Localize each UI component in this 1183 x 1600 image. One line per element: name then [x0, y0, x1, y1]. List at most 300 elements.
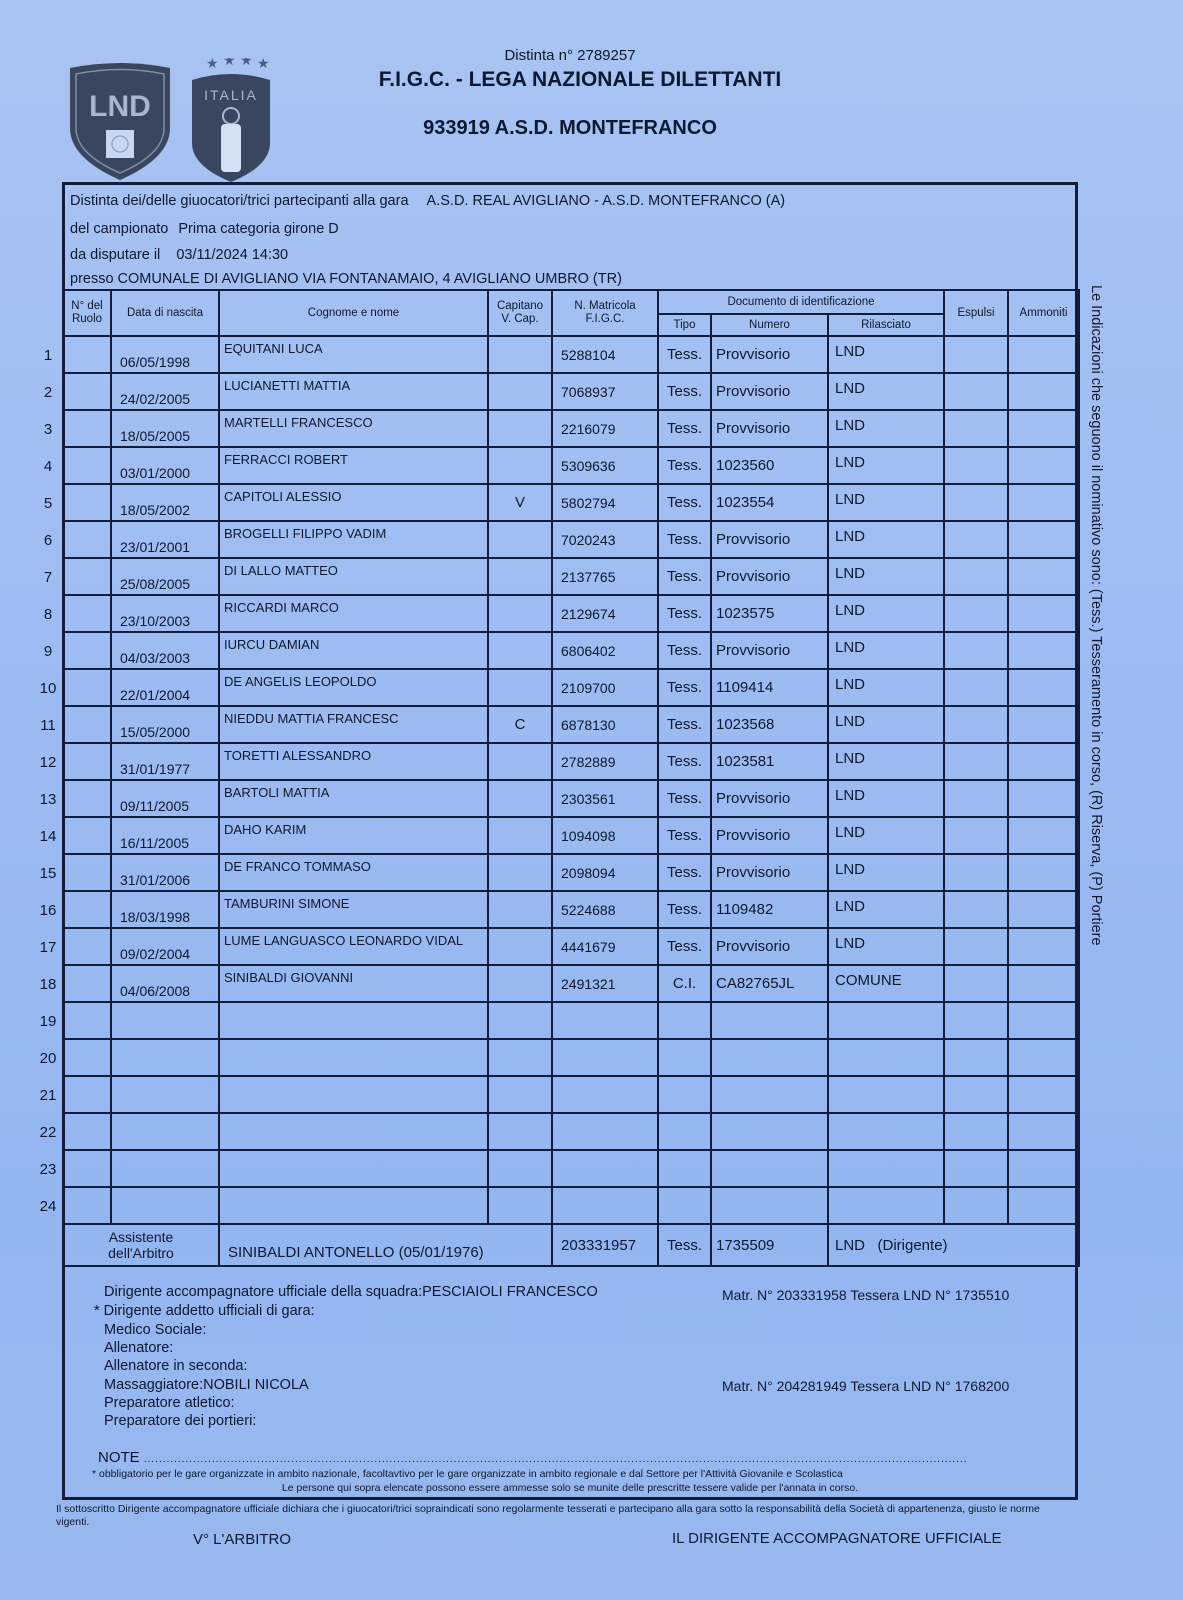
cell-name[interactable]: FERRACCI ROBERT	[219, 447, 488, 484]
organization-title: F.I.G.C. - LEGA NAZIONALE DILETTANTI	[378, 68, 782, 91]
cell-numero[interactable]: 1023554	[711, 484, 828, 521]
cell-numero[interactable]: Provvisorio	[711, 336, 828, 373]
cell-cap[interactable]	[488, 891, 552, 928]
cell-ammoniti[interactable]	[1008, 558, 1079, 595]
dirigente-signature-label: IL DIRIGENTE ACCOMPAGNATORE UFFICIALE	[672, 1530, 1002, 1547]
cell-name[interactable]	[219, 1187, 488, 1224]
cell-cap[interactable]	[488, 1113, 552, 1150]
svg-text:★: ★	[223, 58, 236, 68]
cell-ruolo[interactable]	[63, 743, 111, 780]
cell-tipo[interactable]: Tess.	[658, 410, 711, 447]
cell-name[interactable]: RICCARDI MARCO	[219, 595, 488, 632]
preparatore-atletico-line: Preparatore atletico:	[104, 1395, 235, 1411]
cell-matricola[interactable]: 2782889	[552, 743, 658, 780]
cell-name[interactable]: LUCIANETTI MATTIA	[219, 373, 488, 410]
cell-ruolo[interactable]	[63, 373, 111, 410]
cell-ammoniti[interactable]	[1008, 1076, 1079, 1113]
cell-numero[interactable]: 1023575	[711, 595, 828, 632]
cell-rilasciato[interactable]: LND	[828, 928, 944, 965]
assistant-label-line2: dell'Arbitro	[108, 1245, 174, 1261]
cell-rilasciato[interactable]	[828, 1113, 944, 1150]
cell-cap[interactable]	[488, 373, 552, 410]
cell-espulsi[interactable]	[944, 891, 1008, 928]
cell-name[interactable]: CAPITOLI ALESSIO	[219, 484, 488, 521]
col-numero: Numero	[711, 314, 828, 336]
cell-espulsi[interactable]	[944, 743, 1008, 780]
cell-espulsi[interactable]	[944, 1039, 1008, 1076]
cell-ruolo[interactable]	[63, 817, 111, 854]
row-number: 19	[39, 1013, 57, 1030]
cell-ruolo[interactable]	[63, 1187, 111, 1224]
cell-birth[interactable]: 18/05/2005	[111, 410, 219, 447]
row-number: 20	[39, 1050, 57, 1067]
cell-numero[interactable]: 1023560	[711, 447, 828, 484]
cell-birth[interactable]	[111, 1150, 219, 1187]
cell-numero[interactable]	[711, 1113, 828, 1150]
cell-matricola[interactable]: 4441679	[552, 928, 658, 965]
cell-tipo[interactable]	[658, 1187, 711, 1224]
cell-birth[interactable]: 04/06/2008	[111, 965, 219, 1002]
cell-ammoniti[interactable]	[1008, 1039, 1079, 1076]
cell-espulsi[interactable]	[944, 854, 1008, 891]
cell-espulsi[interactable]	[944, 632, 1008, 669]
cell-cap[interactable]	[488, 1002, 552, 1039]
assistant-label	[63, 1224, 219, 1266]
cell-numero[interactable]	[711, 1187, 828, 1224]
cell-name[interactable]: DE FRANCO TOMMASO	[219, 854, 488, 891]
cell-birth[interactable]: 31/01/2006	[111, 854, 219, 891]
table-row	[63, 447, 1079, 484]
cell-matricola[interactable]	[552, 1187, 658, 1224]
cell-ruolo[interactable]	[63, 1076, 111, 1113]
cell-matricola[interactable]: 5309636	[552, 447, 658, 484]
cell-rilasciato[interactable]: LND	[828, 743, 944, 780]
table-row	[63, 1002, 1079, 1039]
cell-ammoniti[interactable]	[1008, 965, 1079, 1002]
cell-ruolo[interactable]	[63, 558, 111, 595]
cell-birth[interactable]: 31/01/1977	[111, 743, 219, 780]
cell-ammoniti[interactable]	[1008, 336, 1079, 373]
cell-ammoniti[interactable]	[1008, 1002, 1079, 1039]
cell-espulsi[interactable]	[944, 928, 1008, 965]
cell-espulsi[interactable]	[944, 336, 1008, 373]
cell-rilasciato[interactable]: LND	[828, 891, 944, 928]
cell-rilasciato[interactable]: LND	[828, 595, 944, 632]
row-number: 17	[39, 939, 57, 956]
cell-name[interactable]	[219, 1113, 488, 1150]
cell-ammoniti[interactable]	[1008, 484, 1079, 521]
assistant-numero[interactable]: 1735509	[711, 1224, 828, 1266]
cell-rilasciato[interactable]: LND	[828, 632, 944, 669]
cell-cap[interactable]	[488, 595, 552, 632]
cell-ammoniti[interactable]	[1008, 743, 1079, 780]
cell-cap[interactable]	[488, 632, 552, 669]
cell-numero[interactable]: Provvisorio	[711, 410, 828, 447]
row-number: 3	[43, 421, 53, 438]
cell-ammoniti[interactable]	[1008, 632, 1079, 669]
cell-cap[interactable]	[488, 1187, 552, 1224]
table-row	[63, 1187, 1079, 1224]
championship-label: del campionato	[70, 221, 169, 237]
cell-ammoniti[interactable]	[1008, 1187, 1079, 1224]
cell-matricola[interactable]: 5224688	[552, 891, 658, 928]
cell-birth[interactable]	[111, 1187, 219, 1224]
cell-rilasciato[interactable]: LND	[828, 558, 944, 595]
cell-name[interactable]: BROGELLI FILIPPO VADIM	[219, 521, 488, 558]
cell-birth[interactable]	[111, 1039, 219, 1076]
cell-cap[interactable]: C	[488, 706, 552, 743]
cell-numero[interactable]: Provvisorio	[711, 521, 828, 558]
medico-line: Medico Sociale:	[104, 1322, 207, 1338]
cell-espulsi[interactable]	[944, 484, 1008, 521]
cell-cap[interactable]	[488, 1076, 552, 1113]
cell-numero[interactable]: 1023581	[711, 743, 828, 780]
cell-ammoniti[interactable]	[1008, 780, 1079, 817]
cell-ammoniti[interactable]	[1008, 817, 1079, 854]
cell-ruolo[interactable]	[63, 891, 111, 928]
cell-numero[interactable]: Provvisorio	[711, 632, 828, 669]
cell-tipo[interactable]: Tess.	[658, 558, 711, 595]
cell-espulsi[interactable]	[944, 1187, 1008, 1224]
cell-name[interactable]	[219, 1150, 488, 1187]
cell-ruolo[interactable]	[63, 965, 111, 1002]
cell-birth[interactable]: 16/11/2005	[111, 817, 219, 854]
cell-ammoniti[interactable]	[1008, 521, 1079, 558]
cell-ruolo[interactable]	[63, 1039, 111, 1076]
cell-name[interactable]	[219, 1039, 488, 1076]
cell-birth[interactable]: 15/05/2000	[111, 706, 219, 743]
cell-espulsi[interactable]	[944, 669, 1008, 706]
cell-matricola[interactable]	[552, 1150, 658, 1187]
cell-ruolo[interactable]	[63, 595, 111, 632]
cell-ammoniti[interactable]	[1008, 373, 1079, 410]
cell-ammoniti[interactable]	[1008, 1150, 1079, 1187]
cell-cap[interactable]	[488, 854, 552, 891]
row-number: 9	[43, 643, 53, 660]
cell-numero[interactable]	[711, 1076, 828, 1113]
cell-numero[interactable]: Provvisorio	[711, 373, 828, 410]
cell-matricola[interactable]: 5802794	[552, 484, 658, 521]
cell-matricola[interactable]: 2098094	[552, 854, 658, 891]
row-number: 23	[39, 1161, 57, 1178]
cell-numero[interactable]: Provvisorio	[711, 558, 828, 595]
cell-birth[interactable]: 25/08/2005	[111, 558, 219, 595]
cell-espulsi[interactable]	[944, 521, 1008, 558]
cell-birth[interactable]: 04/03/2003	[111, 632, 219, 669]
cell-ruolo[interactable]	[63, 1113, 111, 1150]
cell-espulsi[interactable]	[944, 706, 1008, 743]
cell-ammoniti[interactable]	[1008, 854, 1079, 891]
cell-cap[interactable]	[488, 928, 552, 965]
cell-cap[interactable]	[488, 410, 552, 447]
cell-rilasciato[interactable]	[828, 1150, 944, 1187]
cell-matricola[interactable]	[552, 1039, 658, 1076]
distinta-number: Distinta n° 2789257	[504, 47, 636, 64]
cell-birth[interactable]: 23/01/2001	[111, 521, 219, 558]
cell-name[interactable]: DI LALLO MATTEO	[219, 558, 488, 595]
table-row	[63, 780, 1079, 817]
cell-ruolo[interactable]	[63, 447, 111, 484]
cell-name[interactable]: BARTOLI MATTIA	[219, 780, 488, 817]
cell-rilasciato[interactable]	[828, 1187, 944, 1224]
col-documento: Documento di identificazione	[658, 290, 944, 314]
cell-numero[interactable]: Provvisorio	[711, 817, 828, 854]
cell-espulsi[interactable]	[944, 1076, 1008, 1113]
cell-cap[interactable]	[488, 336, 552, 373]
cell-numero[interactable]: Provvisorio	[711, 928, 828, 965]
col-ruolo: N° del Ruolo	[63, 290, 111, 336]
cell-name[interactable]: DE ANGELIS LEOPOLDO	[219, 669, 488, 706]
cell-rilasciato[interactable]: LND	[828, 447, 944, 484]
cell-espulsi[interactable]	[944, 595, 1008, 632]
cell-cap[interactable]	[488, 817, 552, 854]
team-title: 933919 A.S.D. MONTEFRANCO	[423, 117, 717, 139]
cell-cap[interactable]	[488, 965, 552, 1002]
cell-name[interactable]: NIEDDU MATTIA FRANCESC	[219, 706, 488, 743]
cell-matricola[interactable]: 6878130	[552, 706, 658, 743]
cell-numero[interactable]	[711, 1002, 828, 1039]
cell-matricola[interactable]: 7068937	[552, 373, 658, 410]
cell-espulsi[interactable]	[944, 373, 1008, 410]
cell-espulsi[interactable]	[944, 817, 1008, 854]
cell-matricola[interactable]: 2129674	[552, 595, 658, 632]
cell-ruolo[interactable]	[63, 521, 111, 558]
cell-numero[interactable]: CA82765JL	[711, 965, 828, 1002]
cell-ammoniti[interactable]	[1008, 1113, 1079, 1150]
referee-signature-label: V° L'ARBITRO	[193, 1531, 292, 1548]
table-row	[63, 558, 1079, 595]
cell-espulsi[interactable]	[944, 447, 1008, 484]
cell-tipo[interactable]	[658, 1039, 711, 1076]
cell-rilasciato[interactable]: LND	[828, 373, 944, 410]
cell-espulsi[interactable]	[944, 780, 1008, 817]
cell-ammoniti[interactable]	[1008, 669, 1079, 706]
cell-cap[interactable]	[488, 1150, 552, 1187]
cell-tipo[interactable]: Tess.	[658, 336, 711, 373]
cell-rilasciato[interactable]	[828, 1002, 944, 1039]
cell-matricola[interactable]: 1094098	[552, 817, 658, 854]
cell-ammoniti[interactable]	[1008, 410, 1079, 447]
notes-field[interactable]	[98, 1449, 968, 1466]
match-name: A.S.D. REAL AVIGLIANO - A.S.D. MONTEFRANCO (A)	[426, 193, 786, 209]
table-row	[63, 743, 1079, 780]
cell-ruolo[interactable]	[63, 928, 111, 965]
cell-espulsi[interactable]	[944, 965, 1008, 1002]
cell-cap[interactable]	[488, 558, 552, 595]
cell-matricola[interactable]: 2137765	[552, 558, 658, 595]
cell-cap[interactable]	[488, 743, 552, 780]
cell-tipo[interactable]: Tess.	[658, 928, 711, 965]
cell-numero[interactable]: 1109414	[711, 669, 828, 706]
cell-ammoniti[interactable]	[1008, 447, 1079, 484]
cell-tipo[interactable]: Tess.	[658, 854, 711, 891]
cell-rilasciato[interactable]: LND	[828, 780, 944, 817]
row-number: 21	[39, 1087, 57, 1104]
cell-numero[interactable]: Provvisorio	[711, 780, 828, 817]
cell-ruolo[interactable]	[63, 336, 111, 373]
cell-name[interactable]	[219, 1076, 488, 1113]
cell-ruolo[interactable]	[63, 1150, 111, 1187]
cell-name[interactable]: EQUITANI LUCA	[219, 336, 488, 373]
cell-ammoniti[interactable]	[1008, 891, 1079, 928]
cell-name[interactable]: SINIBALDI GIOVANNI	[219, 965, 488, 1002]
cell-espulsi[interactable]	[944, 1113, 1008, 1150]
date-value: 03/11/2024 14:30	[176, 247, 289, 263]
cell-tipo[interactable]	[658, 1113, 711, 1150]
cell-rilasciato[interactable]: LND	[828, 817, 944, 854]
assistant-tipo[interactable]: Tess.	[658, 1224, 711, 1266]
table-row	[63, 706, 1079, 743]
cell-matricola[interactable]	[552, 1002, 658, 1039]
cell-matricola[interactable]	[552, 1113, 658, 1150]
cell-ammoniti[interactable]	[1008, 595, 1079, 632]
cell-ruolo[interactable]	[63, 484, 111, 521]
declaration: Il sottoscritto Dirigente accompagnatore ufficiale dichiara che i giuocatori/trici sopraindicati sono regolarmente tesserati e partecipano alla gara sotto la responsabilità della Società di appartenenza, giusto le norme vigenti.	[56, 1503, 1040, 1528]
dirigente-line: Dirigente accompagnatore ufficiale della squadra:PESCIAIOLI FRANCESCO	[104, 1284, 598, 1300]
cell-numero[interactable]: 1109482	[711, 891, 828, 928]
cell-ammoniti[interactable]	[1008, 706, 1079, 743]
cell-birth[interactable]: 18/05/2002	[111, 484, 219, 521]
cell-cap[interactable]	[488, 521, 552, 558]
cell-birth[interactable]: 03/01/2000	[111, 447, 219, 484]
table-row	[63, 854, 1079, 891]
table-row	[63, 336, 1079, 373]
cell-tipo[interactable]: Tess.	[658, 484, 711, 521]
cell-cap[interactable]	[488, 780, 552, 817]
table-row	[63, 484, 1079, 521]
cell-name[interactable]: TAMBURINI SIMONE	[219, 891, 488, 928]
cell-birth[interactable]	[111, 1113, 219, 1150]
table-row	[63, 1039, 1079, 1076]
cell-rilasciato[interactable]: LND	[828, 484, 944, 521]
table-row	[63, 965, 1079, 1002]
cell-name[interactable]: LUME LANGUASCO LEONARDO VIDAL	[219, 928, 488, 965]
cell-tipo[interactable]: Tess.	[658, 780, 711, 817]
cell-ruolo[interactable]	[63, 780, 111, 817]
cell-birth[interactable]: 18/03/1998	[111, 891, 219, 928]
cell-numero[interactable]	[711, 1039, 828, 1076]
cell-rilasciato[interactable]: LND	[828, 706, 944, 743]
row-number: 22	[39, 1124, 57, 1141]
row-number: 18	[39, 976, 57, 993]
cell-name[interactable]	[219, 1002, 488, 1039]
logos	[66, 58, 276, 188]
cell-name[interactable]: MARTELLI FRANCESCO	[219, 410, 488, 447]
table-row	[63, 595, 1079, 632]
col-nascita: Data di nascita	[111, 290, 219, 336]
cell-birth[interactable]: 23/10/2003	[111, 595, 219, 632]
cell-birth[interactable]: 24/02/2005	[111, 373, 219, 410]
cell-tipo[interactable]: Tess.	[658, 632, 711, 669]
cell-tipo[interactable]: Tess.	[658, 447, 711, 484]
cell-ruolo[interactable]	[63, 410, 111, 447]
cell-birth[interactable]	[111, 1002, 219, 1039]
cell-tipo[interactable]: Tess.	[658, 373, 711, 410]
cell-numero[interactable]: 1023568	[711, 706, 828, 743]
col-matricola: N. Matricola F.I.G.C.	[552, 290, 658, 336]
cell-cap[interactable]	[488, 447, 552, 484]
assistant-name[interactable]: SINIBALDI ANTONELLO (05/01/1976)	[219, 1224, 552, 1266]
cell-tipo[interactable]: Tess.	[658, 521, 711, 558]
cell-cap[interactable]	[488, 1039, 552, 1076]
addetto-line: * Dirigente addetto ufficiali di gara:	[94, 1303, 315, 1319]
cell-tipo[interactable]	[658, 1076, 711, 1113]
cell-tipo[interactable]	[658, 1002, 711, 1039]
cell-ruolo[interactable]	[63, 632, 111, 669]
cell-cap[interactable]: V	[488, 484, 552, 521]
row-number: 5	[43, 495, 53, 512]
cell-name[interactable]: DAHO KARIM	[219, 817, 488, 854]
cell-matricola[interactable]	[552, 1076, 658, 1113]
cell-numero[interactable]	[711, 1150, 828, 1187]
cell-matricola[interactable]: 2216079	[552, 410, 658, 447]
massaggiatore-line: Massaggiatore:NOBILI NICOLA	[104, 1377, 309, 1393]
cell-tipo[interactable]: Tess.	[658, 706, 711, 743]
cell-tipo[interactable]: Tess.	[658, 891, 711, 928]
cell-name[interactable]: TORETTI ALESSANDRO	[219, 743, 488, 780]
cell-birth[interactable]: 06/05/1998	[111, 336, 219, 373]
cell-rilasciato[interactable]: LND	[828, 669, 944, 706]
cell-espulsi[interactable]	[944, 410, 1008, 447]
assistant-rilasciato[interactable]: LND (Dirigente)	[828, 1224, 1079, 1266]
cell-rilasciato[interactable]	[828, 1076, 944, 1113]
table-row	[63, 373, 1079, 410]
cell-rilasciato[interactable]: LND	[828, 336, 944, 373]
cell-birth[interactable]: 22/01/2004	[111, 669, 219, 706]
cell-matricola[interactable]: 6806402	[552, 632, 658, 669]
col-ammoniti: Ammoniti	[1008, 290, 1079, 336]
cell-rilasciato[interactable]: LND	[828, 521, 944, 558]
cell-birth[interactable]	[111, 1076, 219, 1113]
cell-matricola[interactable]: 2491321	[552, 965, 658, 1002]
cell-rilasciato[interactable]: LND	[828, 854, 944, 891]
cell-rilasciato[interactable]: LND	[828, 410, 944, 447]
cell-ruolo[interactable]	[63, 706, 111, 743]
cell-espulsi[interactable]	[944, 558, 1008, 595]
table-row	[63, 891, 1079, 928]
cell-tipo[interactable]: C.I.	[658, 965, 711, 1002]
cell-rilasciato[interactable]: COMUNE	[828, 965, 944, 1002]
cell-matricola[interactable]: 7020243	[552, 521, 658, 558]
cell-tipo[interactable]: Tess.	[658, 595, 711, 632]
cell-espulsi[interactable]	[944, 1150, 1008, 1187]
col-espulsi: Espulsi	[944, 290, 1008, 336]
cell-birth[interactable]: 09/11/2005	[111, 780, 219, 817]
assistant-matricola[interactable]: 203331957	[552, 1224, 658, 1266]
cell-tipo[interactable]: Tess.	[658, 743, 711, 780]
cell-tipo[interactable]	[658, 1150, 711, 1187]
cell-name[interactable]: IURCU DAMIAN	[219, 632, 488, 669]
assistant-label-line1: Assistente	[108, 1229, 174, 1245]
cell-matricola[interactable]: 2303561	[552, 780, 658, 817]
cell-ruolo[interactable]	[63, 669, 111, 706]
cell-matricola[interactable]: 2109700	[552, 669, 658, 706]
cell-espulsi[interactable]	[944, 1002, 1008, 1039]
cell-tipo[interactable]: Tess.	[658, 669, 711, 706]
row-number: 7	[43, 569, 53, 586]
championship-value: Prima categoria girone D	[178, 221, 339, 237]
cell-matricola[interactable]: 5288104	[552, 336, 658, 373]
cell-ammoniti[interactable]	[1008, 928, 1079, 965]
cell-tipo[interactable]: Tess.	[658, 817, 711, 854]
cell-ruolo[interactable]	[63, 1002, 111, 1039]
cell-numero[interactable]: Provvisorio	[711, 854, 828, 891]
cell-cap[interactable]	[488, 669, 552, 706]
lnd-logo	[70, 63, 170, 180]
cell-rilasciato[interactable]	[828, 1039, 944, 1076]
cell-birth[interactable]: 09/02/2004	[111, 928, 219, 965]
cell-ruolo[interactable]	[63, 854, 111, 891]
